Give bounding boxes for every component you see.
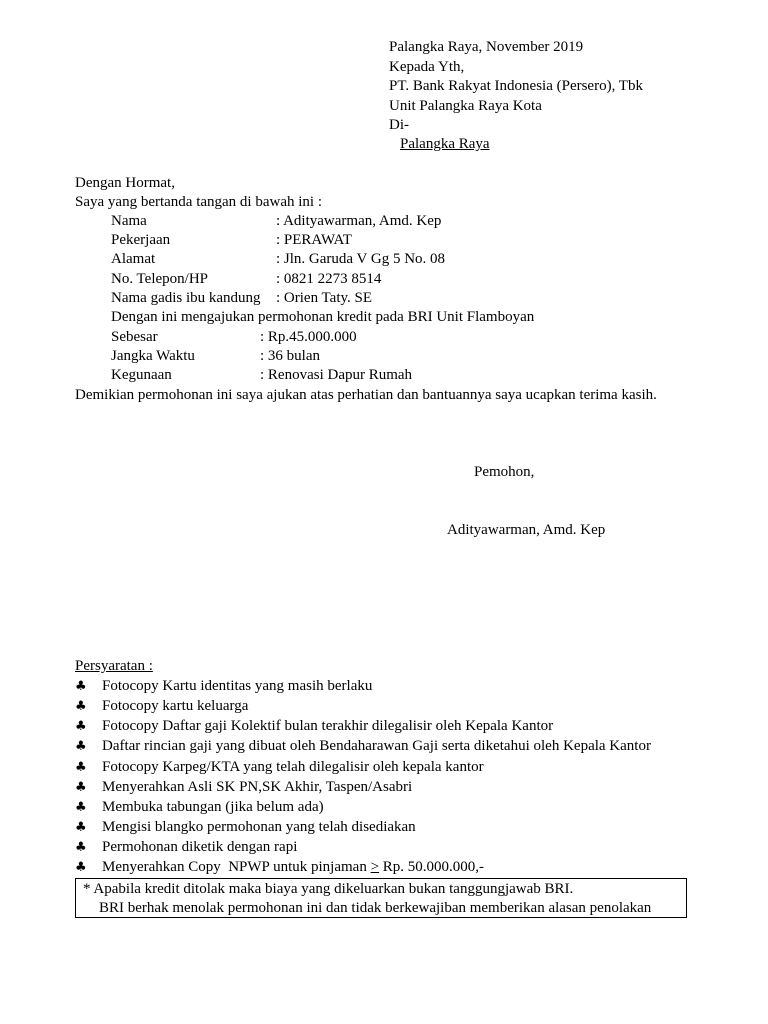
- addressee-bank: PT. Bank Rakyat Indonesia (Persero), Tbk: [389, 78, 643, 94]
- signature-role: Pemohon,: [474, 464, 535, 480]
- identity-value: : 0821 2273 8514: [276, 271, 382, 287]
- notice-line-2: BRI berhak menolak permohonan ini dan tidak berkewajiban memberikan alasan penolakan: [99, 900, 652, 916]
- loan-label: Sebesar: [111, 329, 158, 345]
- request-text: Dengan ini mengajukan permohonan kredit pada BRI Unit Flamboyan: [111, 309, 535, 325]
- closing-text: Demikian permohonan ini saya ajukan atas perhatian dan bantuannya saya ucapkan terima kasih.: [75, 387, 657, 403]
- addressee-unit: Unit Palangka Raya Kota: [389, 98, 542, 114]
- club-bullet-icon: ♣: [75, 780, 87, 795]
- requirement-text: Menyerahkan Asli SK PN,SK Akhir, Taspen/Asabri: [102, 779, 413, 795]
- addressee-di: Di-: [389, 117, 409, 133]
- identity-value: : Adityawarman, Amd. Kep: [276, 213, 442, 229]
- addressee-kepada: Kepada Yth,: [389, 59, 465, 75]
- requirement-text-prefix: Menyerahkan Copy NPWP untuk pinjaman: [102, 859, 371, 875]
- loan-label: Jangka Waktu: [111, 348, 195, 364]
- identity-label: Alamat: [111, 251, 156, 267]
- requirement-text: Fotocopy Kartu identitas yang masih berlaku: [102, 678, 373, 694]
- identity-label: Nama gadis ibu kandung: [111, 290, 261, 306]
- place-date: Palangka Raya, November 2019: [389, 39, 584, 55]
- club-bullet-icon: ♣: [75, 760, 87, 775]
- notice-line-1: * Apabila kredit ditolak maka biaya yang dikeluarkan bukan tanggungjawab BRI.: [83, 881, 574, 897]
- club-bullet-icon: ♣: [75, 860, 87, 875]
- greeting: Dengan Hormat,: [75, 175, 175, 191]
- requirement-text: Mengisi blangko permohonan yang telah disediakan: [102, 819, 416, 835]
- requirement-text: Fotocopy Daftar gaji Kolektif bulan terakhir dilegalisir oleh Kepala Kantor: [102, 718, 554, 734]
- identity-label: No. Telepon/HP: [111, 271, 209, 287]
- identity-value: : Jln. Garuda V Gg 5 No. 08: [276, 251, 446, 267]
- club-bullet-icon: ♣: [75, 699, 87, 714]
- identity-value: : Orien Taty. SE: [276, 290, 373, 306]
- loan-value: : Renovasi Dapur Rumah: [260, 367, 413, 383]
- club-bullet-icon: ♣: [75, 679, 87, 694]
- requirements-title: Persyaratan :: [75, 658, 153, 674]
- identity-label: Nama: [111, 213, 147, 229]
- loan-value: : Rp.45.000.000: [260, 329, 357, 345]
- loan-value: : 36 bulan: [260, 348, 320, 364]
- identity-value: : PERAWAT: [276, 232, 352, 248]
- identity-label: Pekerjaan: [111, 232, 171, 248]
- addressee-city: Palangka Raya: [400, 136, 490, 152]
- club-bullet-icon: ♣: [75, 800, 87, 815]
- requirement-text: Daftar rincian gaji yang dibuat oleh Bendaharawan Gaji serta diketahui oleh Kepala Kantor: [102, 738, 651, 754]
- intro-text: Saya yang bertanda tangan di bawah ini :: [75, 194, 323, 210]
- club-bullet-icon: ♣: [75, 719, 87, 734]
- club-bullet-icon: ♣: [75, 840, 87, 855]
- requirement-text-suffix: Rp. 50.000.000,-: [379, 859, 485, 875]
- club-bullet-icon: ♣: [75, 739, 87, 754]
- notice-box: [75, 878, 687, 918]
- requirement-text: Permohonan diketik dengan rapi: [102, 839, 298, 855]
- signature-name: Adityawarman, Amd. Kep: [447, 522, 606, 538]
- greater-equal-symbol: >: [370, 859, 380, 875]
- requirement-text: [102, 858, 484, 878]
- loan-label: Kegunaan: [111, 367, 172, 383]
- club-bullet-icon: ♣: [75, 820, 87, 835]
- requirement-text: Membuka tabungan (jika belum ada): [102, 799, 324, 815]
- requirement-text: Fotocopy Karpeg/KTA yang telah dilegalisir oleh kepala kantor: [102, 759, 484, 775]
- requirement-text: Fotocopy kartu keluarga: [102, 698, 249, 714]
